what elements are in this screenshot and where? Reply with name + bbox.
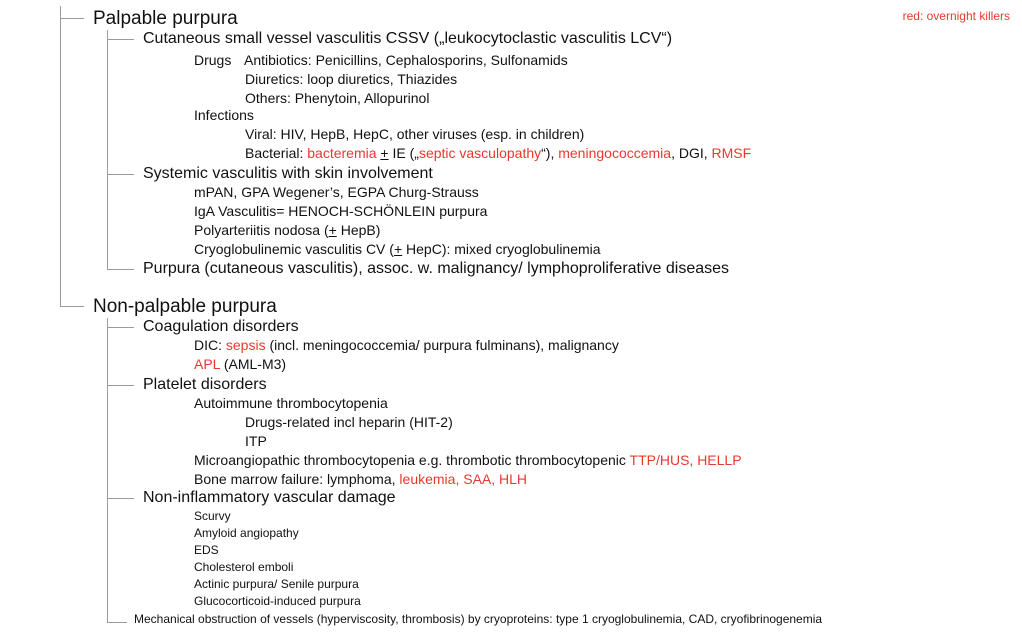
pan-prefix: Polyarteriitis nodosa ( xyxy=(194,222,329,238)
dic-prefix: DIC: xyxy=(194,337,226,353)
coag-apl xyxy=(194,357,286,371)
bacteremia: bacteremia xyxy=(307,145,377,161)
marrow-prefix: Bone marrow failure: lymphoma, xyxy=(194,471,400,487)
rmsf: RMSF xyxy=(711,145,752,161)
systemic-pan xyxy=(194,223,380,237)
noninflam-item: Glucocorticoid-induced purpura xyxy=(194,594,361,608)
tree-branch-mechanical xyxy=(107,622,127,623)
platelet-title: Platelet disorders xyxy=(143,376,267,393)
septic-vasculopathy: septic vasculopathy xyxy=(418,145,542,161)
pan-suffix: HepB) xyxy=(336,222,381,238)
drugs-antibiotics: Antibiotics: Penicillins, Cephalosporins, Sulfonamids xyxy=(244,52,568,68)
micro-prefix: Microangiopathic thrombocytopenia e.g. thrombotic thrombocytopenic xyxy=(194,452,630,468)
cryo-plus-minus: + xyxy=(393,241,403,257)
tree-branch-malignancy xyxy=(107,269,134,270)
plus-minus: + xyxy=(380,145,389,161)
dgi: , DGI, xyxy=(671,145,712,161)
tree-line-nonpalpable xyxy=(107,318,108,622)
dic-sepsis: sepsis xyxy=(225,337,266,353)
tree-branch-coag xyxy=(107,327,134,328)
cryo-prefix: Cryoglobulinemic vasculitis CV ( xyxy=(194,241,394,257)
tree-branch-palpable xyxy=(60,18,84,19)
nonpalpable-title: Non-palpable purpura xyxy=(93,296,277,317)
palpable-title: Palpable purpura xyxy=(93,8,238,29)
tree-branch-nonpalpable xyxy=(60,306,84,307)
drugs-diuretics: Diuretics: loop diuretics, Thiazides xyxy=(245,71,458,87)
marrow-red: leukemia, SAA, HLH xyxy=(399,471,528,487)
noninflam-title: Non-inflammatory vascular damage xyxy=(143,489,396,506)
noninflam-item: Scurvy xyxy=(194,509,231,523)
drugs-label: Drugs xyxy=(194,52,232,68)
infections-label: Infections xyxy=(194,107,254,123)
bacterial-prefix: Bacterial: xyxy=(245,145,308,161)
cssv-title: Cutaneous small vessel vasculitis CSSV („leukocytoclastic vasculitis LCV“) xyxy=(143,30,673,47)
legend: red: overnight killers xyxy=(902,9,1010,23)
platelet-itp: ITP xyxy=(245,433,267,449)
cryo-suffix: HepC): mixed cryoglobulinemia xyxy=(402,241,601,257)
noninflam-item: Actinic purpura/ Senile purpura xyxy=(194,577,359,591)
noninflam-item: EDS xyxy=(194,543,219,557)
systemic-mpan: mPAN, GPA Wegener’s, EGPA Churg-Strauss xyxy=(194,184,479,200)
tree-branch-cssv xyxy=(107,39,134,40)
mechanical-item: Mechanical obstruction of vessels (hyperviscosity, thrombosis) by cryoproteins: type 1 cryoglobulinemia, CAD, cryofibrinogenemia xyxy=(134,612,823,626)
platelet-drugs-heparin: Drugs-related incl heparin (HIT-2) xyxy=(245,414,453,430)
micro-red: TTP/HUS, HELLP xyxy=(629,452,742,468)
tree-branch-noninflam xyxy=(107,498,134,499)
coag-dic xyxy=(194,338,619,352)
systemic-iga: IgA Vasculitis= HENOCH-SCHÖNLEIN purpura xyxy=(194,203,488,219)
tree-line-palpable xyxy=(107,30,108,269)
platelet-marrow xyxy=(194,472,527,486)
noninflam-item: Cholesterol emboli xyxy=(194,560,294,574)
infections-bacterial xyxy=(245,146,751,160)
noninflam-item: Amyloid angiopathy xyxy=(194,526,299,540)
malignancy-item: Purpura (cutaneous vasculitis), assoc. w. malignancy/ lymphoproliferative diseases xyxy=(143,260,730,277)
close-paren: “), xyxy=(541,145,559,161)
infections-viral: Viral: HIV, HepB, HepC, other viruses (esp. in children) xyxy=(245,126,585,142)
ie-open: IE („ xyxy=(388,145,419,161)
systemic-title: Systemic vasculitis with skin involvement xyxy=(143,165,433,182)
tree-branch-systemic xyxy=(107,174,134,175)
systemic-cryo xyxy=(194,242,601,256)
tree-branch-platelet xyxy=(107,385,134,386)
meningococcemia: meningococcemia xyxy=(558,145,672,161)
apl-suffix: (AML-M3) xyxy=(219,356,287,372)
dic-suffix: (incl. meningococcemia/ purpura fulminans), malignancy xyxy=(265,337,619,353)
drugs-others: Others: Phenytoin, Allopurinol xyxy=(245,90,430,106)
platelet-micro xyxy=(194,453,742,467)
tree-line-root xyxy=(60,6,61,306)
coag-title: Coagulation disorders xyxy=(143,318,299,335)
apl: APL xyxy=(194,356,220,372)
platelet-autoimmune: Autoimmune thrombocytopenia xyxy=(194,395,388,411)
pan-plus-minus: + xyxy=(328,222,337,238)
